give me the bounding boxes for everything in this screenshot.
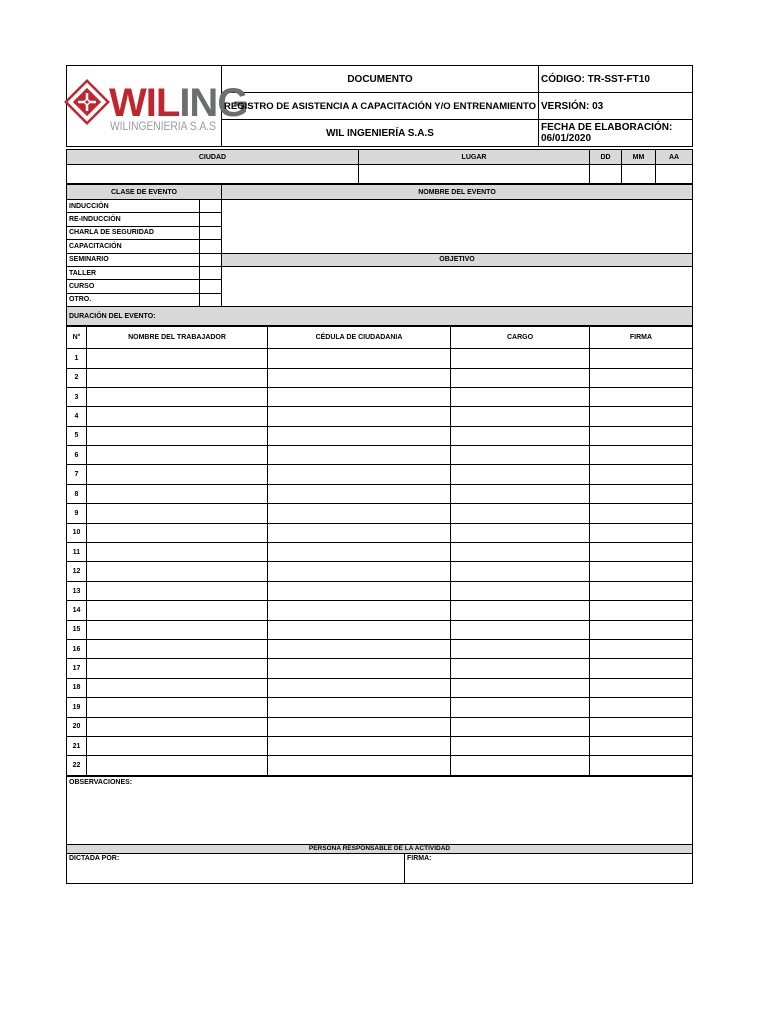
taught-by-label: DICTADA POR:	[69, 854, 120, 862]
id-number-cell[interactable]	[268, 504, 451, 523]
event-type-check[interactable]	[200, 240, 222, 253]
worker-name-cell[interactable]	[87, 678, 268, 697]
role-cell[interactable]	[451, 659, 590, 678]
table-row	[67, 523, 693, 542]
signature-cell[interactable]	[590, 639, 693, 658]
attendance-table	[66, 326, 693, 776]
signature-cell[interactable]	[590, 678, 693, 697]
role-cell[interactable]	[451, 678, 590, 697]
objective-field[interactable]	[222, 266, 693, 306]
event-name-field[interactable]	[222, 200, 693, 254]
event-type-label: CURSO	[67, 280, 200, 293]
row-number: 4	[67, 407, 87, 426]
row-number: 9	[67, 504, 87, 523]
day-field[interactable]	[590, 165, 622, 184]
city-field[interactable]	[67, 165, 359, 184]
attendance-form	[66, 65, 692, 884]
table-row	[67, 562, 693, 581]
event-type-label: TALLER	[67, 266, 200, 279]
role-cell[interactable]	[451, 387, 590, 406]
document-title: REGISTRO DE ASISTENCIA A CAPACITACIÓN Y/O ENTRENAMIENTO	[222, 93, 539, 120]
id-number-cell[interactable]	[268, 543, 451, 562]
role-cell[interactable]	[451, 465, 590, 484]
responsible-label: PERSONA RESPONSABLE DE LA ACTIVIDAD	[67, 844, 693, 853]
row-number: 14	[67, 601, 87, 620]
signature-cell[interactable]	[590, 523, 693, 542]
company-name: WIL INGENIERÍA S.A.S	[222, 120, 539, 147]
row-number: 21	[67, 736, 87, 755]
row-number: 12	[67, 562, 87, 581]
signature-cell[interactable]	[590, 581, 693, 600]
event-type-label: CHARLA DE SEGURIDAD	[67, 226, 200, 239]
worker-name-cell[interactable]	[87, 581, 268, 600]
id-number-cell[interactable]	[268, 736, 451, 755]
id-number-cell[interactable]	[268, 426, 451, 445]
elaboration-date-label: FECHA DE ELABORACIÓN:	[541, 122, 673, 133]
elaboration-date-value: 06/01/2020	[541, 133, 592, 144]
signature-cell[interactable]	[590, 465, 693, 484]
col-role-header: CARGO	[451, 327, 590, 349]
signature-cell[interactable]	[590, 717, 693, 736]
col-id-header: CÉDULA DE CIUDADANIA	[268, 327, 451, 349]
table-row	[67, 717, 693, 736]
event-type-label: SEMINARIO	[67, 253, 200, 266]
table-row	[67, 465, 693, 484]
id-number-cell[interactable]	[268, 368, 451, 387]
table-row	[67, 407, 693, 426]
row-number: 20	[67, 717, 87, 736]
row-number: 1	[67, 349, 87, 368]
place-field[interactable]	[359, 165, 590, 184]
worker-name-cell[interactable]	[87, 484, 268, 503]
role-cell[interactable]	[451, 349, 590, 368]
table-row	[67, 446, 693, 465]
event-duration-label[interactable]: DURACIÓN DEL EVENTO:	[67, 307, 693, 326]
id-number-cell[interactable]	[268, 639, 451, 658]
worker-name-cell[interactable]	[87, 659, 268, 678]
row-number: 18	[67, 678, 87, 697]
signature-cell[interactable]	[590, 601, 693, 620]
col-number-header: N°	[67, 327, 87, 349]
id-number-cell[interactable]	[268, 562, 451, 581]
signature-cell[interactable]	[590, 407, 693, 426]
role-cell[interactable]	[451, 523, 590, 542]
role-cell[interactable]	[451, 736, 590, 755]
row-number: 19	[67, 698, 87, 717]
signature-cell[interactable]	[590, 659, 693, 678]
event-name-label: NOMBRE DEL EVENTO	[222, 185, 693, 200]
signature-cell[interactable]	[590, 620, 693, 639]
event-type-label: RE-INDUCCIÓN	[67, 213, 200, 226]
elaboration-date	[539, 120, 693, 147]
worker-name-cell[interactable]	[87, 698, 268, 717]
company-logo-icon	[67, 66, 248, 141]
header-table	[66, 65, 693, 147]
role-cell[interactable]	[451, 543, 590, 562]
role-cell[interactable]	[451, 639, 590, 658]
signature-cell[interactable]	[590, 426, 693, 445]
signature-cell[interactable]	[590, 698, 693, 717]
id-number-cell[interactable]	[268, 387, 451, 406]
event-type-check[interactable]	[200, 213, 222, 226]
row-number: 5	[67, 426, 87, 445]
year-label: AA	[656, 150, 693, 165]
id-number-cell[interactable]	[268, 756, 451, 775]
signature-cell[interactable]	[590, 504, 693, 523]
table-row	[67, 736, 693, 755]
signature-cell[interactable]	[590, 484, 693, 503]
role-cell[interactable]	[451, 368, 590, 387]
row-number: 3	[67, 387, 87, 406]
row-number: 10	[67, 523, 87, 542]
role-cell[interactable]	[451, 484, 590, 503]
col-signature-header: FIRMA	[590, 327, 693, 349]
role-cell[interactable]	[451, 504, 590, 523]
row-number: 22	[67, 756, 87, 775]
table-row	[67, 581, 693, 600]
row-number: 17	[67, 659, 87, 678]
worker-name-cell[interactable]	[87, 736, 268, 755]
worker-name-cell[interactable]	[87, 639, 268, 658]
worker-name-cell[interactable]	[87, 465, 268, 484]
document-code: CÓDIGO: TR-SST-FT10	[539, 66, 693, 93]
logo	[67, 66, 248, 147]
table-row	[67, 543, 693, 562]
id-number-cell[interactable]	[268, 620, 451, 639]
id-number-cell[interactable]	[268, 465, 451, 484]
id-number-cell[interactable]	[268, 678, 451, 697]
event-table	[66, 184, 693, 326]
worker-name-cell[interactable]	[87, 620, 268, 639]
id-number-cell[interactable]	[268, 446, 451, 465]
row-number: 16	[67, 639, 87, 658]
role-cell[interactable]	[451, 698, 590, 717]
event-type-label: INDUCCIÓN	[67, 200, 200, 213]
table-row	[67, 349, 693, 368]
location-table	[66, 149, 693, 184]
table-row	[67, 426, 693, 445]
table-row	[67, 678, 693, 697]
table-row	[67, 698, 693, 717]
role-cell[interactable]	[451, 717, 590, 736]
role-cell[interactable]	[451, 426, 590, 445]
table-row	[67, 368, 693, 387]
logo-text-red: WIL	[109, 81, 180, 125]
role-cell[interactable]	[451, 601, 590, 620]
table-row	[67, 639, 693, 658]
month-label: MM	[622, 150, 656, 165]
worker-name-cell[interactable]	[87, 562, 268, 581]
attendance-rows	[67, 349, 693, 776]
month-field[interactable]	[622, 165, 656, 184]
table-row	[67, 659, 693, 678]
event-type-check[interactable]	[200, 293, 222, 306]
signature-cell[interactable]	[590, 756, 693, 775]
id-number-cell[interactable]	[268, 407, 451, 426]
role-cell[interactable]	[451, 446, 590, 465]
event-type-check[interactable]	[200, 253, 222, 266]
signature-cell[interactable]	[590, 349, 693, 368]
worker-name-cell[interactable]	[87, 543, 268, 562]
row-number: 15	[67, 620, 87, 639]
document-version: VERSIÓN: 03	[539, 93, 693, 120]
worker-name-cell[interactable]	[87, 504, 268, 523]
signature-field[interactable]	[405, 853, 693, 883]
worker-name-cell[interactable]	[87, 446, 268, 465]
row-number: 8	[67, 484, 87, 503]
id-number-cell[interactable]	[268, 659, 451, 678]
id-number-cell[interactable]	[268, 349, 451, 368]
role-cell[interactable]	[451, 581, 590, 600]
table-row	[67, 601, 693, 620]
role-cell[interactable]	[451, 756, 590, 775]
document-label: DOCUMENTO	[222, 66, 539, 93]
signature-cell[interactable]	[590, 446, 693, 465]
worker-name-cell[interactable]	[87, 407, 268, 426]
observations-field[interactable]	[67, 776, 693, 844]
role-cell[interactable]	[451, 620, 590, 639]
event-type-check[interactable]	[200, 266, 222, 279]
event-class-label: CLASE DE EVENTO	[67, 185, 222, 200]
signature-cell[interactable]	[590, 387, 693, 406]
id-number-cell[interactable]	[268, 484, 451, 503]
table-row	[67, 620, 693, 639]
table-row	[67, 387, 693, 406]
id-number-cell[interactable]	[268, 698, 451, 717]
event-type-label: OTRO.	[67, 293, 200, 306]
year-field[interactable]	[656, 165, 693, 184]
signature-cell[interactable]	[590, 368, 693, 387]
city-label: CIUDAD	[67, 150, 359, 165]
table-row	[67, 756, 693, 775]
signature-cell[interactable]	[590, 543, 693, 562]
id-number-cell[interactable]	[268, 601, 451, 620]
row-number: 2	[67, 368, 87, 387]
logo-subtext: WILINGENIERIA S.A.S	[110, 119, 216, 133]
worker-name-cell[interactable]	[87, 756, 268, 775]
worker-name-cell[interactable]	[87, 523, 268, 542]
worker-name-cell[interactable]	[87, 426, 268, 445]
role-cell[interactable]	[451, 407, 590, 426]
id-number-cell[interactable]	[268, 523, 451, 542]
day-label: DD	[590, 150, 622, 165]
event-type-check[interactable]	[200, 280, 222, 293]
worker-name-cell[interactable]	[87, 387, 268, 406]
signature-label: FIRMA:	[407, 854, 432, 862]
signature-cell[interactable]	[590, 736, 693, 755]
signature-cell[interactable]	[590, 562, 693, 581]
event-type-label: CAPACITACIÓN	[67, 240, 200, 253]
logo-text-gray: ING	[179, 81, 248, 125]
worker-name-cell[interactable]	[87, 368, 268, 387]
row-number: 6	[67, 446, 87, 465]
footer-table	[66, 776, 693, 884]
table-row	[67, 484, 693, 503]
role-cell[interactable]	[451, 562, 590, 581]
worker-name-cell[interactable]	[87, 601, 268, 620]
table-row	[67, 504, 693, 523]
col-name-header: NOMBRE DEL TRABAJADOR	[87, 327, 268, 349]
row-number: 11	[67, 543, 87, 562]
row-number: 7	[67, 465, 87, 484]
row-number: 13	[67, 581, 87, 600]
id-number-cell[interactable]	[268, 717, 451, 736]
worker-name-cell[interactable]	[87, 717, 268, 736]
objective-label: OBJETIVO	[222, 253, 693, 266]
taught-by-field[interactable]	[67, 853, 405, 883]
event-type-check[interactable]	[200, 200, 222, 213]
place-label: LUGAR	[359, 150, 590, 165]
observations-label: OBSERVACIONES:	[69, 778, 133, 786]
worker-name-cell[interactable]	[87, 349, 268, 368]
id-number-cell[interactable]	[268, 581, 451, 600]
event-type-check[interactable]	[200, 226, 222, 239]
